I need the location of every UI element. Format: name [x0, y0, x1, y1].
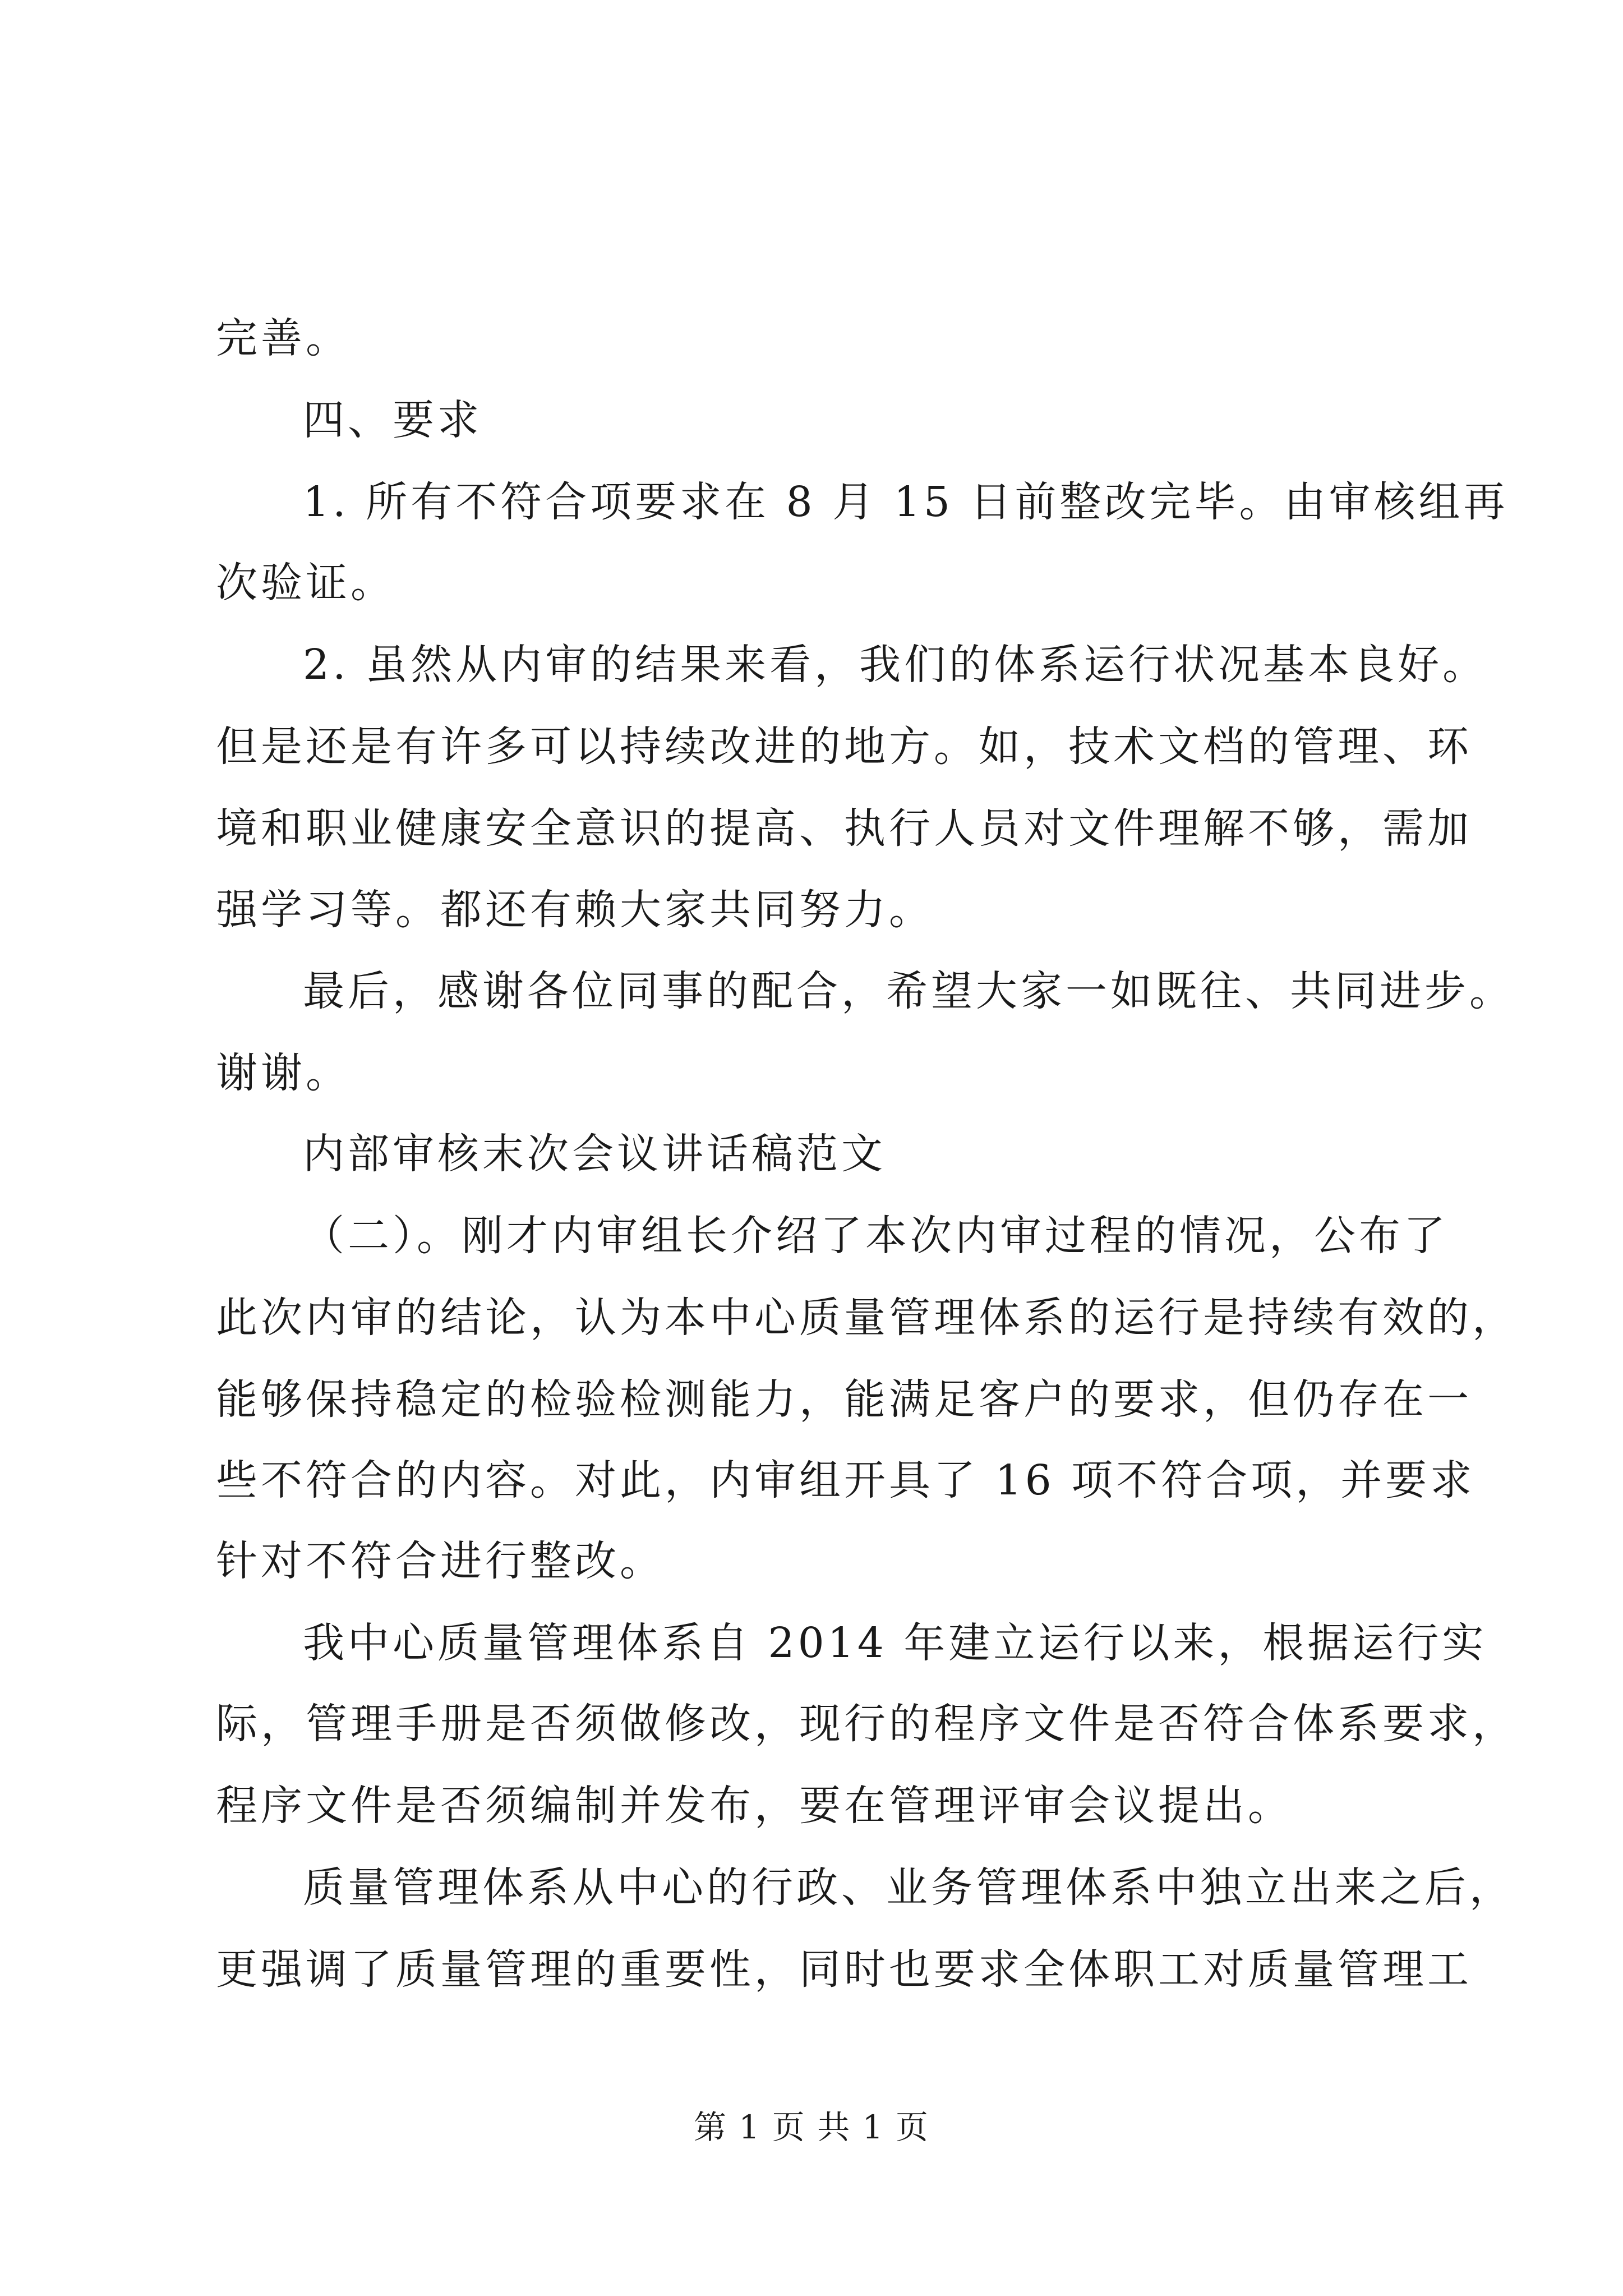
- text-line: 境和职业健康安全意识的提高、执行人员对文件理解不够，需加: [216, 804, 1472, 853]
- text-line: 能够保持稳定的检验检测能力，能满足客户的要求，但仍存在一: [216, 1375, 1472, 1424]
- text-line: 1. 所有不符合项要求在 8 月 15 日前整改完毕。由审核组再: [303, 478, 1509, 526]
- text-line: 针对不符合进行整改。: [216, 1537, 665, 1585]
- text-line: 但是还是有许多可以持续改进的地方。如，技术文档的管理、环: [216, 723, 1472, 771]
- text-line: 谢谢。: [216, 1049, 351, 1097]
- text-line: 际，管理手册是否须做修改，现行的程序文件是否符合体系要求，: [216, 1700, 1517, 1748]
- text-line: 最后，感谢各位同事的配合，希望大家一如既往、共同进步。: [303, 967, 1514, 1015]
- text-line: 我中心质量管理体系自 2014 年建立运行以来，根据运行实: [303, 1619, 1487, 1667]
- text-line: 此次内审的结论，认为本中心质量管理体系的运行是持续有效的，: [216, 1294, 1517, 1342]
- text-line: 更强调了质量管理的重要性，同时也要求全体职工对质量管理工: [216, 1945, 1472, 1994]
- text-line: 质量管理体系从中心的行政、业务管理体系中独立出来之后，: [303, 1864, 1514, 1912]
- text-line: 2. 虽然从内审的结果来看，我们的体系运行状况基本良好。: [303, 641, 1488, 689]
- text-line: 程序文件是否须编制并发布，要在管理评审会议提出。: [216, 1782, 1293, 1830]
- article-title: 内部审核末次会议讲话稿范文: [303, 1130, 886, 1178]
- text-line: 次验证。: [216, 559, 395, 607]
- text-line: 些不符合的内容。对此，内审组开具了 16 项不符合项，并要求: [216, 1456, 1476, 1504]
- text-line: 强学习等。都还有赖大家共同努力。: [216, 886, 934, 934]
- text-line: （二）。刚才内审组长介绍了本次内审过程的情况，公布了: [303, 1212, 1449, 1260]
- section-heading: 四、要求: [303, 396, 482, 444]
- text-line: 完善。: [216, 314, 351, 362]
- page-footer: 第 1 页 共 1 页: [694, 2108, 929, 2146]
